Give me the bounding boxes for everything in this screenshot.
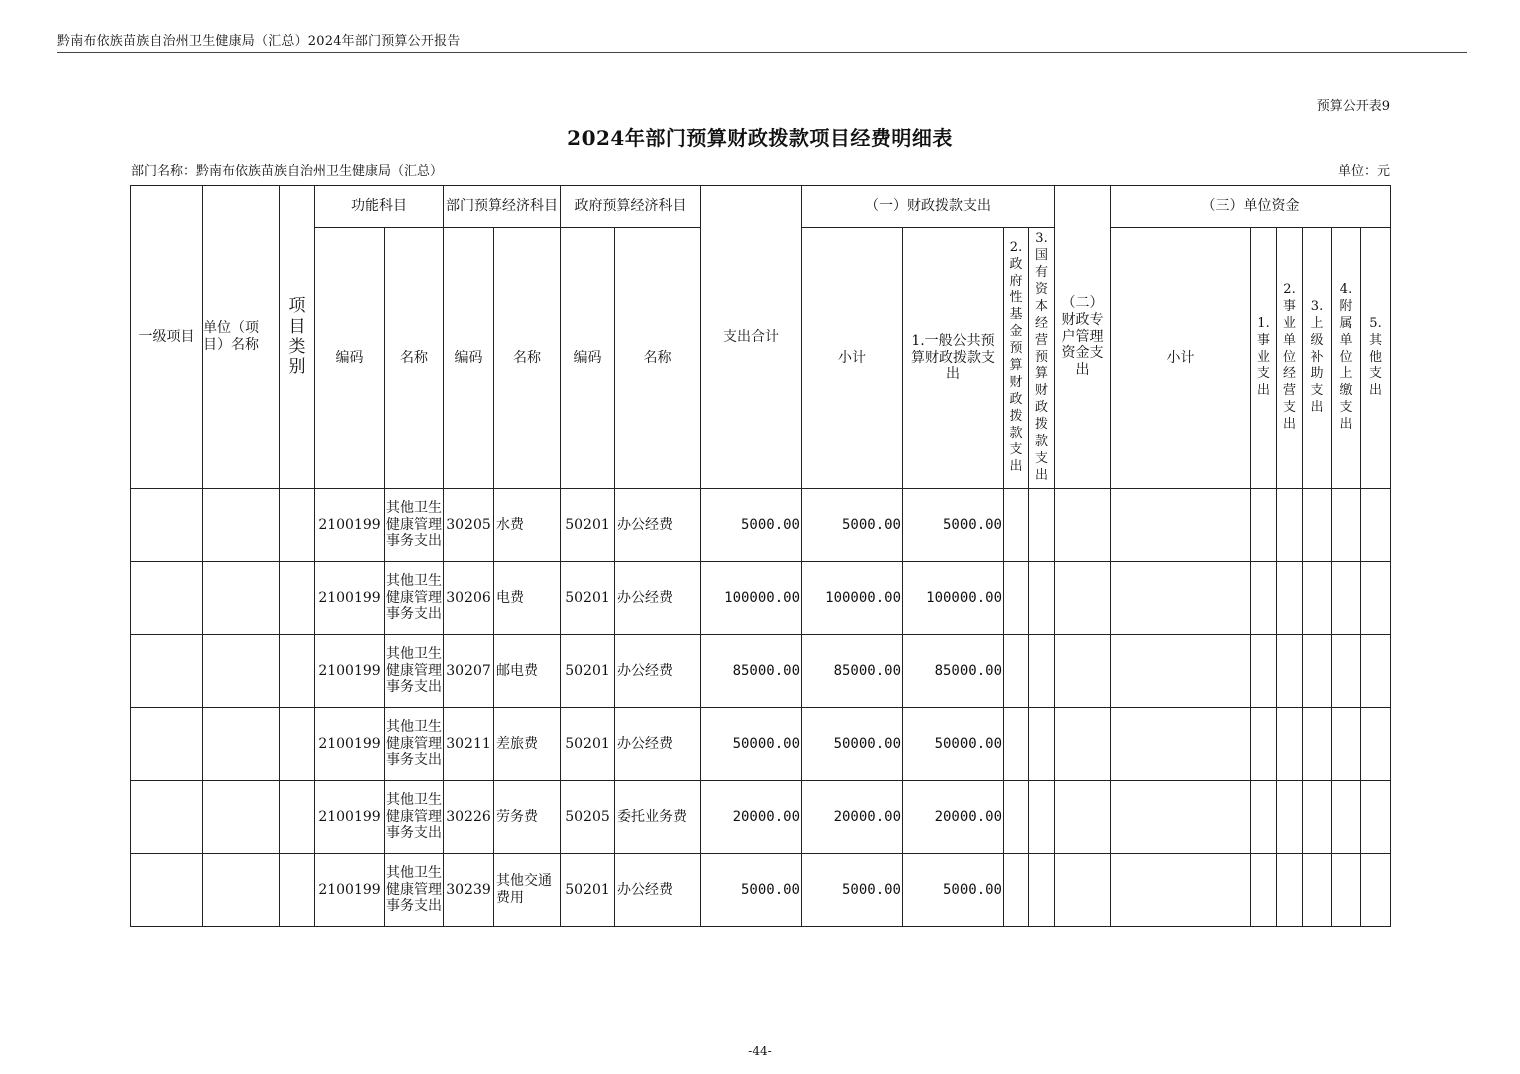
dept-code-cell: 30239 — [444, 854, 494, 927]
table-row — [131, 781, 1391, 854]
dept-name-cell: 其他交通费用 — [494, 854, 561, 927]
fiscal-subtotal-cell: 5000.00 — [802, 489, 903, 562]
total-cell: 5000.00 — [701, 854, 802, 927]
func-name-cell: 其他卫生健康管理事务支出 — [385, 635, 444, 708]
dept-code-cell: 30206 — [444, 562, 494, 635]
header-business-operations: 2.事业单位经营支出 — [1277, 228, 1303, 489]
page-title: 2024年部门预算财政拨款项目经费明细表 — [567, 126, 953, 150]
dept-name-cell: 邮电费 — [494, 635, 561, 708]
gov-name-cell: 办公经费 — [615, 708, 701, 781]
header-dept-name: 名称 — [494, 228, 561, 489]
func-name-cell: 其他卫生健康管理事务支出 — [385, 708, 444, 781]
table-row — [131, 854, 1391, 927]
func-code-cell: 2100199 — [315, 562, 385, 635]
header-dept-code: 编码 — [444, 228, 494, 489]
func-code-cell: 2100199 — [315, 489, 385, 562]
header-gov-code: 编码 — [561, 228, 615, 489]
header-superior-subsidy: 3.上级补助支出 — [1303, 228, 1332, 489]
header-gov-econ-subject: 政府预算经济科目 — [561, 186, 701, 228]
header-row-1 — [131, 186, 1391, 228]
header-level1-project: 一级项目 — [131, 186, 203, 489]
header-affiliated-remit: 4.附属单位上缴支出 — [1332, 228, 1361, 489]
dept-name-cell: 差旅费 — [494, 708, 561, 781]
table-row — [131, 635, 1391, 708]
header-gov-name: 名称 — [615, 228, 701, 489]
func-name-cell: 其他卫生健康管理事务支出 — [385, 854, 444, 927]
total-cell: 50000.00 — [701, 708, 802, 781]
total-cell: 20000.00 — [701, 781, 802, 854]
header-fiscal-subtotal: 小计 — [802, 228, 903, 489]
gov-name-cell: 委托业务费 — [615, 781, 701, 854]
header-func-name: 名称 — [385, 228, 444, 489]
general-budget-cell: 50000.00 — [903, 708, 1004, 781]
running-header: 黔南布依族苗族自治州卫生健康局（汇总）2024年部门预算公开报告 — [57, 34, 461, 49]
gov-code-cell: 50201 — [561, 489, 615, 562]
header-rule — [57, 52, 1467, 53]
header-item-type: 项目类别 — [280, 186, 315, 489]
table-row — [131, 489, 1391, 562]
dept-code-cell: 30211 — [444, 708, 494, 781]
gov-code-cell: 50201 — [561, 854, 615, 927]
total-cell: 5000.00 — [701, 489, 802, 562]
header-unit-subtotal: 小计 — [1111, 228, 1251, 489]
func-code-cell: 2100199 — [315, 854, 385, 927]
general-budget-cell: 20000.00 — [903, 781, 1004, 854]
general-budget-cell: 100000.00 — [903, 562, 1004, 635]
fiscal-subtotal-cell: 50000.00 — [802, 708, 903, 781]
total-cell: 100000.00 — [701, 562, 802, 635]
table-row — [131, 708, 1391, 781]
header-functional-subject: 功能科目 — [315, 186, 444, 228]
general-budget-cell: 85000.00 — [903, 635, 1004, 708]
dept-code-cell: 30205 — [444, 489, 494, 562]
gov-name-cell: 办公经费 — [615, 489, 701, 562]
header-func-code: 编码 — [315, 228, 385, 489]
table-row — [131, 562, 1391, 635]
func-name-cell: 其他卫生健康管理事务支出 — [385, 562, 444, 635]
header-dept-econ-subject: 部门预算经济科目 — [444, 186, 561, 228]
func-name-cell: 其他卫生健康管理事务支出 — [385, 489, 444, 562]
gov-code-cell: 50201 — [561, 708, 615, 781]
budget-detail-table — [130, 185, 1391, 927]
header-unit-name: 单位（项目）名称 — [203, 186, 280, 489]
func-code-cell: 2100199 — [315, 781, 385, 854]
fiscal-subtotal-cell: 85000.00 — [802, 635, 903, 708]
currency-unit: 单位：元 — [1337, 164, 1390, 179]
gov-code-cell: 50201 — [561, 635, 615, 708]
gov-code-cell: 50201 — [561, 562, 615, 635]
header-total: 支出合计 — [701, 186, 802, 489]
fiscal-subtotal-cell: 20000.00 — [802, 781, 903, 854]
general-budget-cell: 5000.00 — [903, 854, 1004, 927]
header-fiscal-expenditure: （一）财政拨款支出 — [802, 186, 1055, 228]
gov-name-cell: 办公经费 — [615, 562, 701, 635]
department-name: 部门名称：黔南布依族苗族自治州卫生健康局（汇总） — [131, 164, 444, 179]
dept-name-cell: 水费 — [494, 489, 561, 562]
func-name-cell: 其他卫生健康管理事务支出 — [385, 781, 444, 854]
page-number: -44- — [748, 1044, 772, 1058]
fiscal-subtotal-cell: 100000.00 — [802, 562, 903, 635]
dept-code-cell: 30207 — [444, 635, 494, 708]
func-code-cell: 2100199 — [315, 708, 385, 781]
dept-name-cell: 劳务费 — [494, 781, 561, 854]
header-gov-fund: 2.政府性基金预算财政拨款支出 — [1004, 228, 1029, 489]
header-other-expenditure: 5.其他支出 — [1361, 228, 1391, 489]
total-cell: 85000.00 — [701, 635, 802, 708]
header-special-account: （二）财政专户管理资金支出 — [1055, 186, 1111, 489]
dept-name-cell: 电费 — [494, 562, 561, 635]
header-general-budget: 1.一般公共预算财政拨款支出 — [903, 228, 1004, 489]
gov-code-cell: 50205 — [561, 781, 615, 854]
header-business-expenditure: 1.事业支出 — [1251, 228, 1277, 489]
table-number: 预算公开表9 — [1316, 99, 1390, 114]
header-soe-capital: 3.国有资本经营预算财政拨款支出 — [1029, 228, 1055, 489]
header-unit-funds: （三）单位资金 — [1111, 186, 1391, 228]
dept-code-cell: 30226 — [444, 781, 494, 854]
gov-name-cell: 办公经费 — [615, 854, 701, 927]
fiscal-subtotal-cell: 5000.00 — [802, 854, 903, 927]
general-budget-cell: 5000.00 — [903, 489, 1004, 562]
func-code-cell: 2100199 — [315, 635, 385, 708]
gov-name-cell: 办公经费 — [615, 635, 701, 708]
